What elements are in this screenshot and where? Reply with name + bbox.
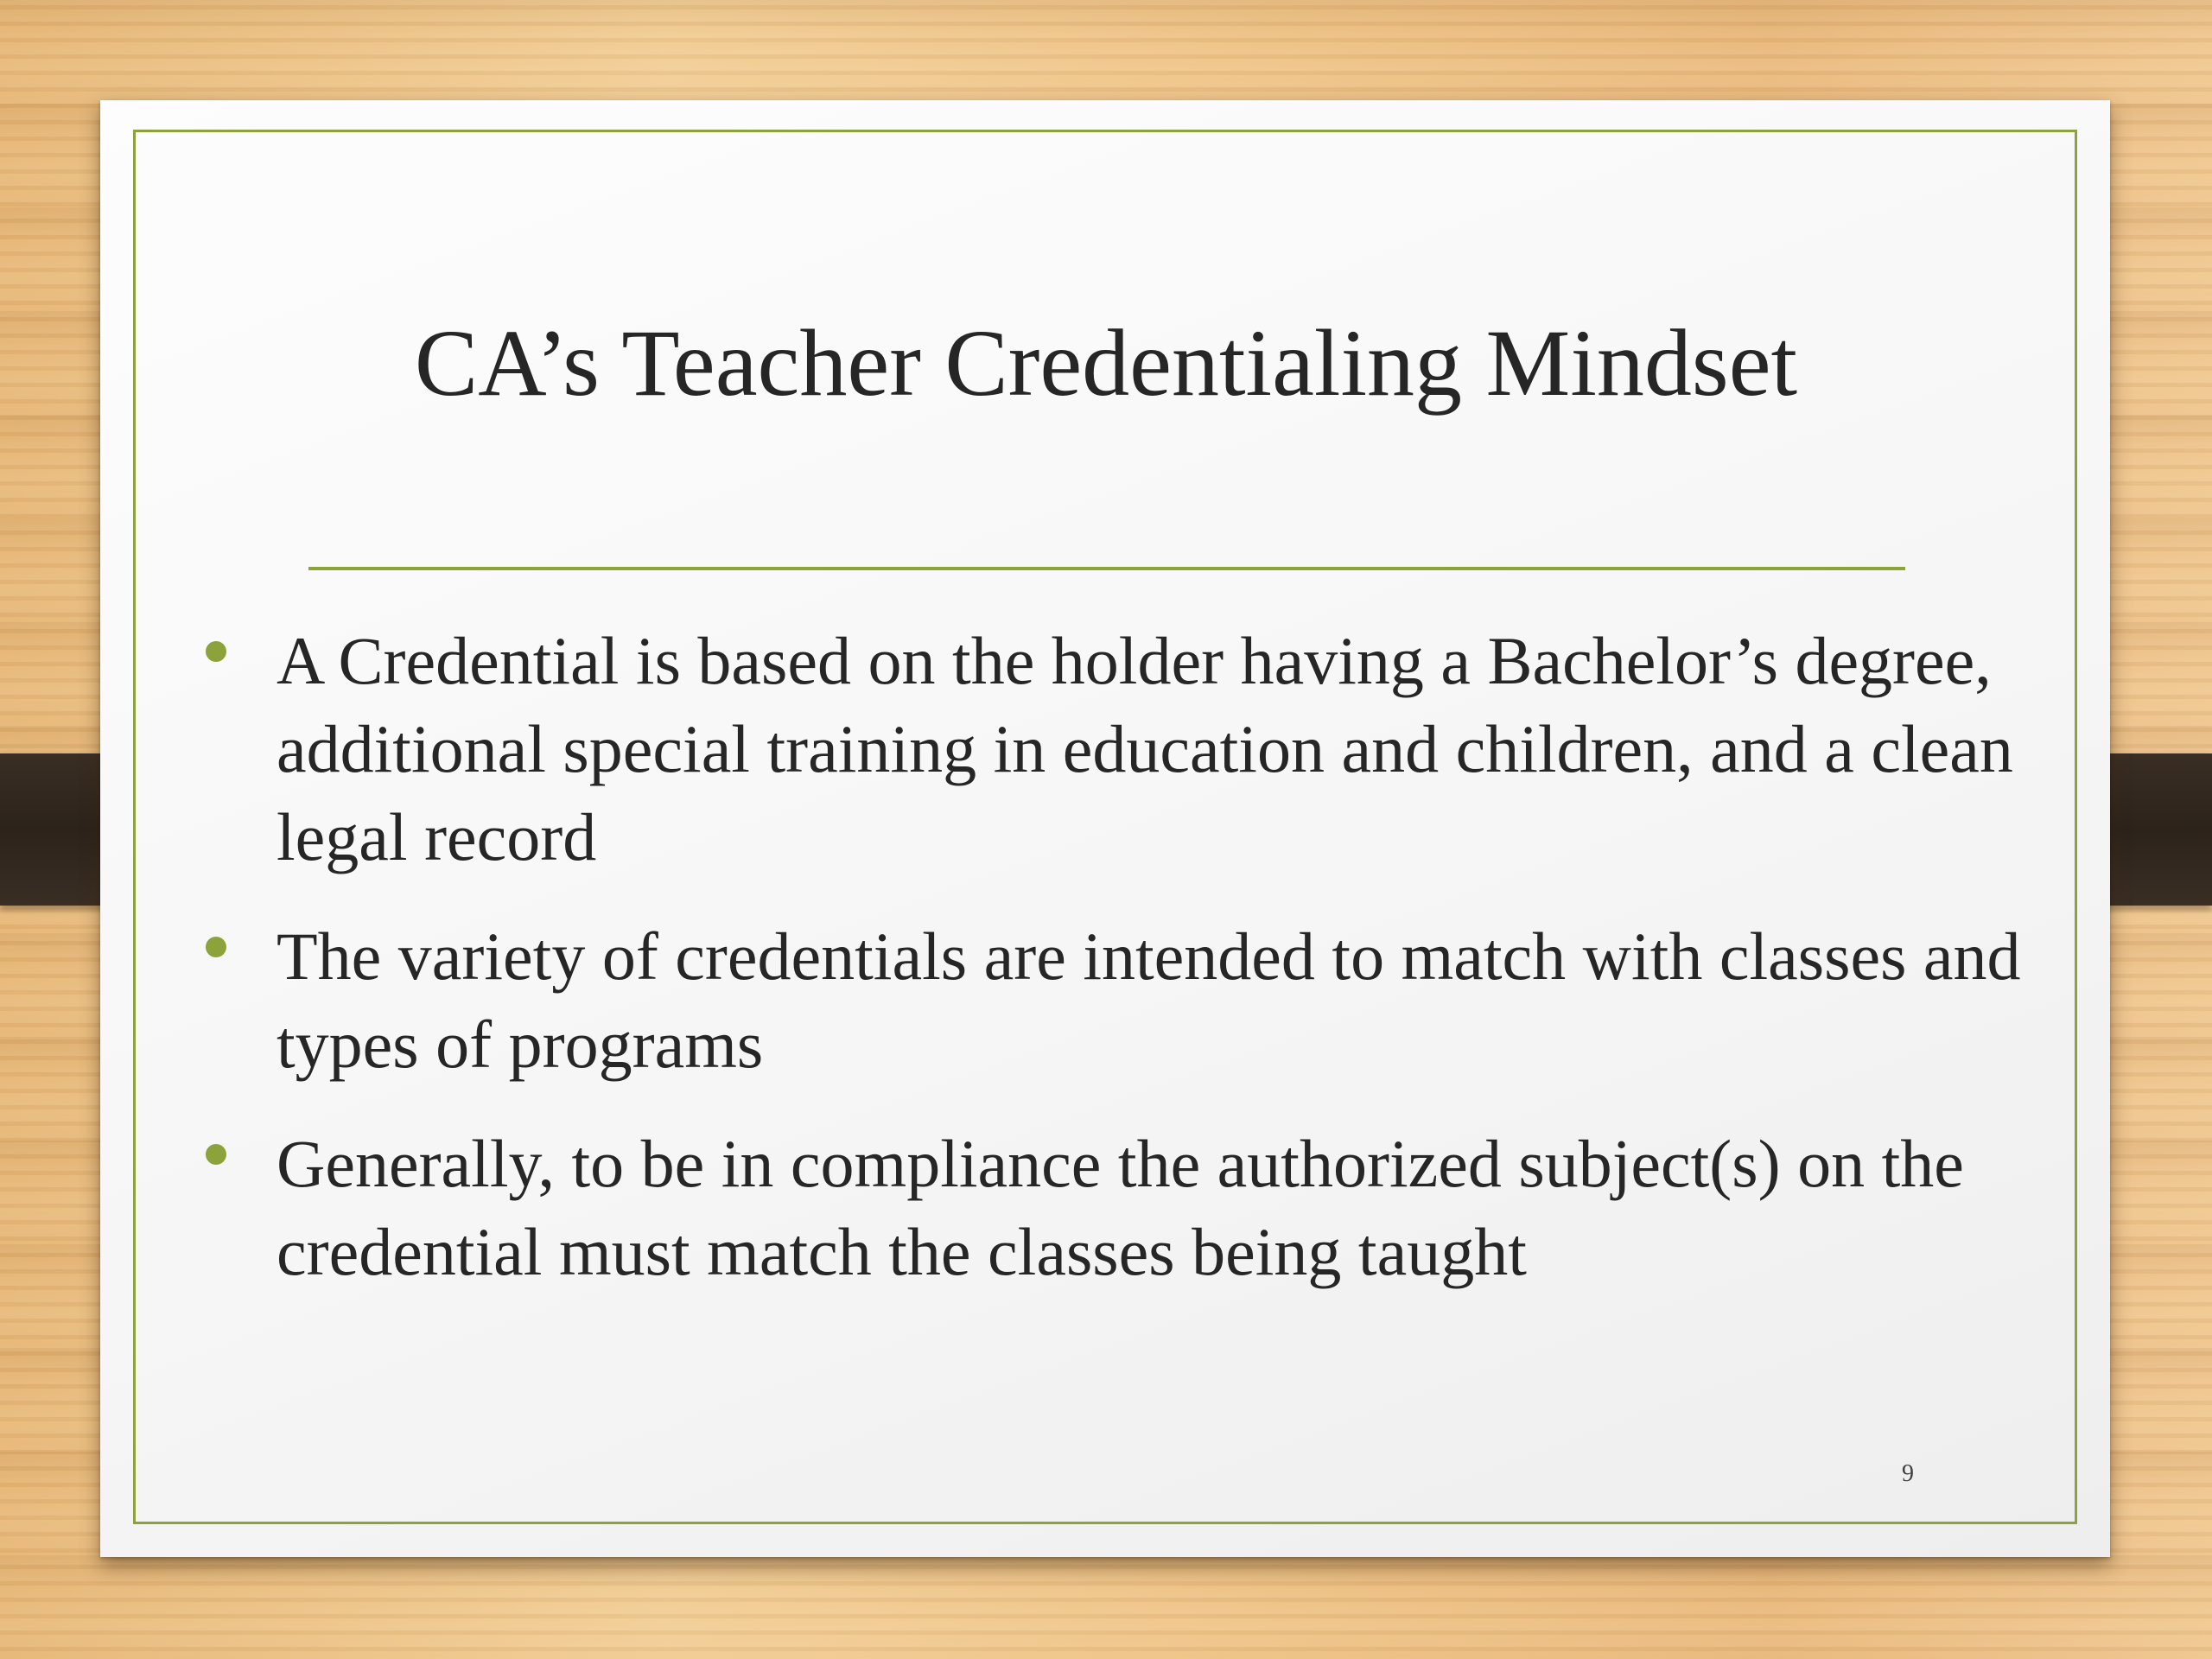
bullet-text: Generally, to be in compliance the authorized subject(s) on the credential must match the classes being taught: [276, 1126, 1964, 1289]
bullet-dot-icon: [206, 1144, 226, 1165]
bullet-dot-icon: [206, 937, 226, 957]
slide-number: 9: [1902, 1460, 1914, 1487]
bullet-item: [206, 912, 2029, 1089]
bullet-item: [206, 1120, 2029, 1296]
bullet-dot-icon: [206, 641, 226, 662]
title-divider: [308, 567, 1905, 570]
bullet-list: [206, 617, 2029, 1327]
bullet-text: A Credential is based on the holder having a Bachelor’s degree, additional special training in education and children, and a clean legal record: [276, 623, 2013, 874]
bullet-text: The variety of credentials are intended to match with classes and types of programs: [276, 918, 2021, 1082]
slide-title: CA’s Teacher Credentialing Mindset: [414, 310, 1798, 416]
bullet-item: [206, 617, 2029, 881]
